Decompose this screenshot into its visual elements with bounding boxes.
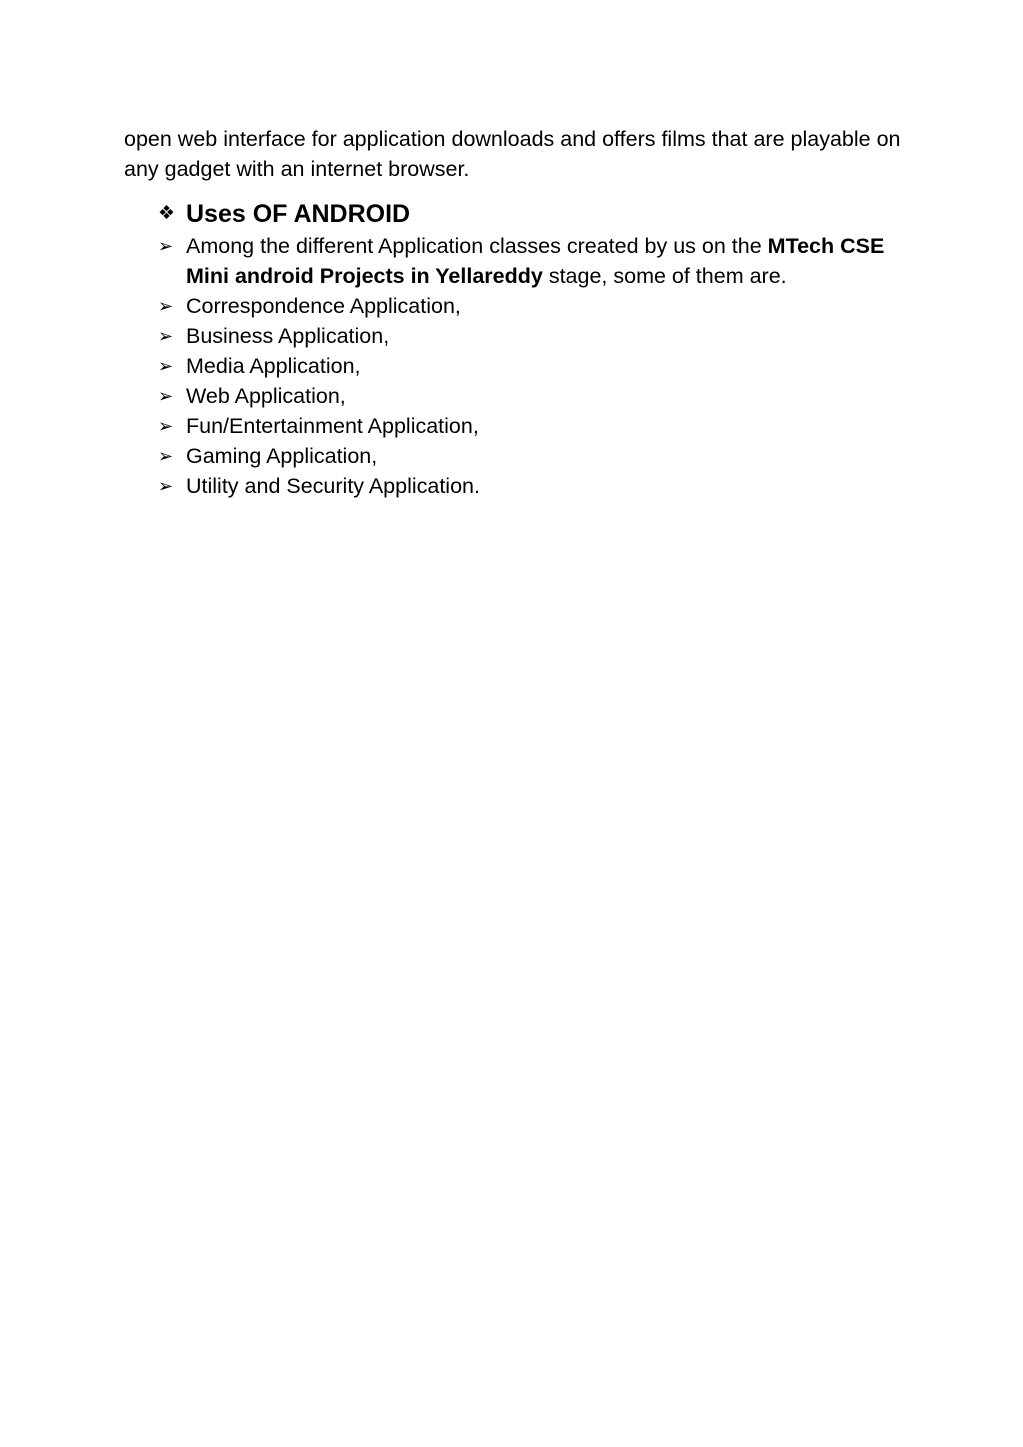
section-heading [158,198,410,230]
list-item [158,231,918,291]
list-item-text [186,231,918,291]
intro-paragraph: open web interface for application downloads and offers films that are playable on any gadget with an internet browser. [124,127,901,181]
section-heading-text: Uses OF ANDROID [186,200,411,228]
list-item [158,291,918,321]
arrow-bullet-icon: ➢ [158,416,174,436]
list-item [158,351,918,381]
list-item-text: Web Application, [186,384,346,408]
list-item-text: Media Application, [186,354,361,378]
list-item-text: Business Application, [186,324,390,348]
list-item [158,441,918,471]
uses-list [158,231,918,501]
diamond-bullet-icon: ❖ [158,203,176,224]
list-item [158,321,918,351]
list-item-text: Correspondence Application, [186,294,461,318]
arrow-bullet-icon: ➢ [158,296,174,316]
arrow-bullet-icon: ➢ [158,326,174,346]
list-item [158,381,918,411]
list-item-text-end: stage, some of them are. [542,264,787,288]
list-item-text: Gaming Application, [186,444,378,468]
arrow-bullet-icon: ➢ [158,446,174,466]
arrow-bullet-icon: ➢ [158,356,174,376]
list-item-text-start: Among the different Application classes created by us on the [186,234,768,258]
arrow-bullet-icon: ➢ [158,236,174,256]
list-item-text: Fun/Entertainment Application, [186,414,479,438]
list-item [158,411,918,441]
arrow-bullet-icon: ➢ [158,476,174,496]
list-item-text: Utility and Security Application. [186,474,480,498]
list-item-bold-text: MTech CSE Mini android Projects in Yellareddy [186,234,885,288]
list-item [158,471,918,501]
arrow-bullet-icon: ➢ [158,386,174,406]
